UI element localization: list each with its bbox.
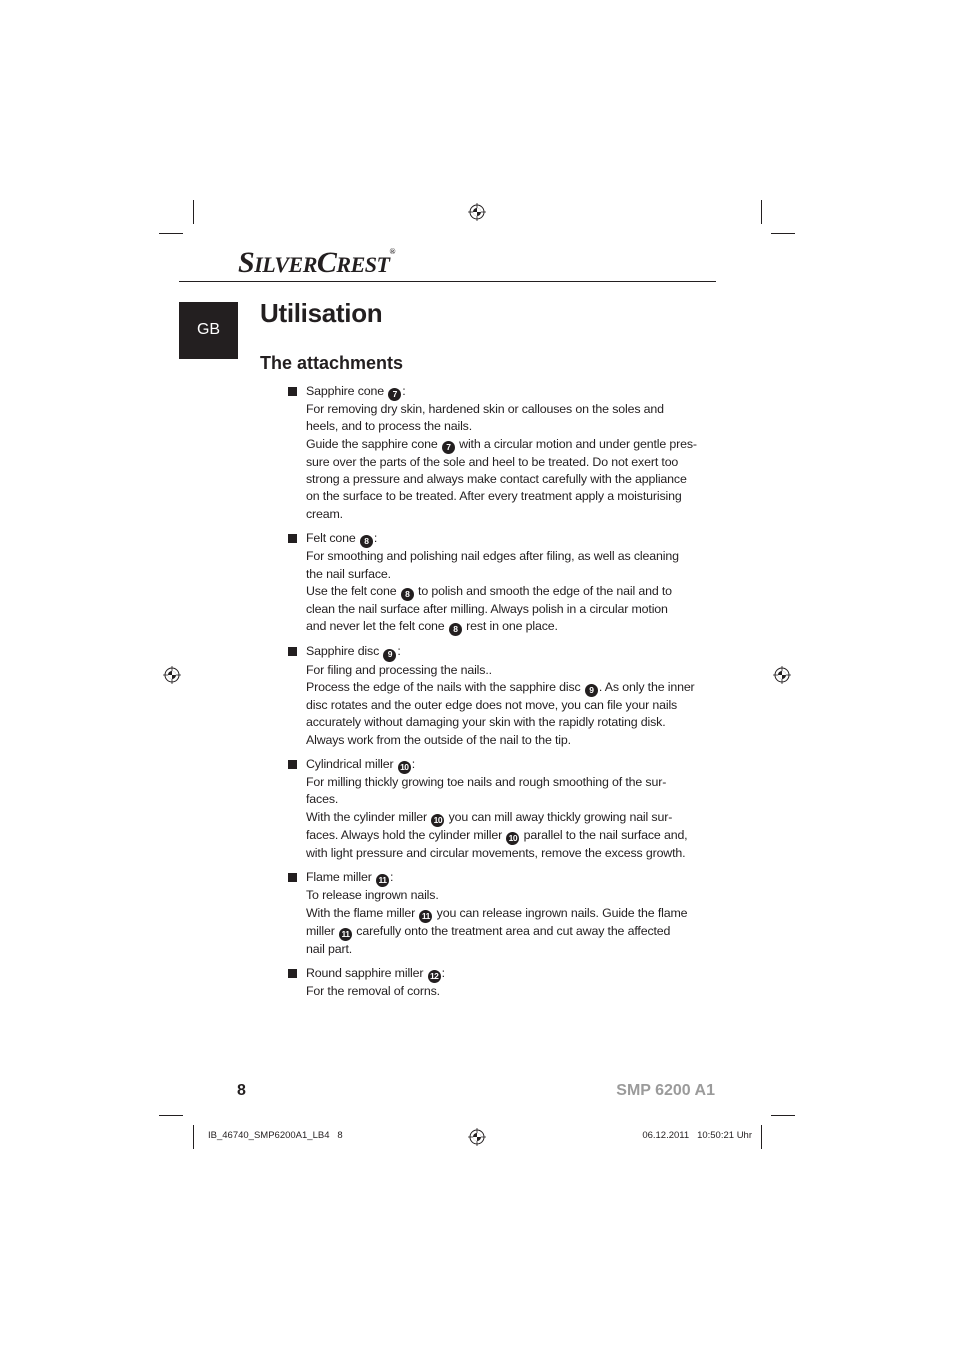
attachment-name: Flame miller 11 : xyxy=(306,869,712,887)
page-number: 8 xyxy=(237,1082,246,1099)
list-item xyxy=(287,383,712,523)
bullet-square-icon xyxy=(288,873,297,882)
crop-mark xyxy=(193,200,194,224)
page-title: Utilisation xyxy=(260,298,383,328)
attachment-name: Round sapphire miller 12 : xyxy=(306,965,712,983)
item-number-badge: 7 xyxy=(442,441,455,454)
attachment-name: Sapphire cone 7 : xyxy=(306,383,712,401)
registration-mark-icon xyxy=(468,1128,486,1146)
item-number-badge: 11 xyxy=(376,874,389,887)
bullet-square-icon xyxy=(288,969,297,978)
attachment-description-line: strong a pressure and always make contact carefully with the appliance xyxy=(306,472,687,487)
registration-mark-icon xyxy=(163,666,181,684)
crop-mark xyxy=(159,1115,183,1116)
print-slug-file: IB_46740_SMP6200A1_LB4 8 xyxy=(208,1130,343,1141)
attachment-name: Cylindrical miller 10 : xyxy=(306,756,712,774)
item-number-badge: 11 xyxy=(419,910,432,923)
model-number: SMP 6200 A1 xyxy=(616,1082,715,1099)
attachment-description-line: heels, and to process the nails. xyxy=(306,419,473,434)
attachment-name: Felt cone 8 : xyxy=(306,530,712,548)
item-number-badge: 12 xyxy=(428,970,441,983)
attachment-description-line: and never let the felt cone 8 rest in one place. xyxy=(306,618,712,636)
attachment-description-line: With the cylinder miller 10 you can mill away thickly growing nail sur- xyxy=(306,809,712,827)
bullet-square-icon xyxy=(288,387,297,396)
list-item xyxy=(287,869,712,958)
attachment-description-line: clean the nail surface after milling. Always polish in a circular motion xyxy=(306,601,668,616)
item-number-badge: 8 xyxy=(360,535,373,548)
bullet-square-icon xyxy=(288,534,297,543)
attachment-description-line: with light pressure and circular movements, remove the excess growth. xyxy=(306,845,686,860)
attachment-description-line: Guide the sapphire cone 7 with a circular motion and under gentle pres- xyxy=(306,436,712,454)
crop-mark xyxy=(761,200,762,224)
item-number-badge: 8 xyxy=(449,623,462,636)
attachment-name: Sapphire disc 9 : xyxy=(306,643,712,661)
attachment-description-line: sure over the parts of the sole and heel to be treated. Do not exert too xyxy=(306,454,679,469)
attachment-description-line: the nail surface. xyxy=(306,566,391,581)
print-slug-timestamp: 06.12.2011 10:50:21 Uhr xyxy=(642,1130,752,1141)
item-number-badge: 8 xyxy=(401,588,414,601)
attachment-description-line: Process the edge of the nails with the sapphire disc 9 . As only the inner xyxy=(306,679,712,697)
language-label: GB xyxy=(196,320,221,338)
crop-mark xyxy=(761,1125,762,1149)
bullet-square-icon xyxy=(288,760,297,769)
attachment-description-line: With the flame miller 11 you can release ingrown nails. Guide the flame xyxy=(306,905,712,923)
list-item xyxy=(287,530,712,636)
attachment-description-line: For removing dry skin, hardened skin or callouses on the soles and xyxy=(306,402,664,417)
attachment-description-line: faces. Always hold the cylinder miller 10 parallel to the nail surface and, xyxy=(306,827,712,845)
item-number-badge: 10 xyxy=(398,761,411,774)
attachment-description-line: miller 11 carefully onto the treatment area and cut away the affected xyxy=(306,923,712,941)
crop-mark xyxy=(193,1125,194,1149)
attachment-description-line: Always work from the outside of the nail to the tip. xyxy=(306,732,571,747)
list-item xyxy=(287,756,712,862)
crop-mark xyxy=(159,233,183,234)
attachment-description-line: Use the felt cone 8 to polish and smooth the edge of the nail and to xyxy=(306,583,712,601)
attachment-description-line: faces. xyxy=(306,792,339,807)
brand-logo: SILVERCREST® xyxy=(238,246,395,279)
attachment-description-line: nail part. xyxy=(306,941,353,956)
attachment-description-line: disc rotates and the outer edge does not move, you can file your nails xyxy=(306,697,678,712)
item-number-badge: 9 xyxy=(585,684,598,697)
bullet-square-icon xyxy=(288,647,297,656)
attachment-description-line: For the removal of corns. xyxy=(306,984,440,999)
attachment-description-line: For filing and processing the nails.. xyxy=(306,662,492,677)
item-number-badge: 10 xyxy=(506,832,519,845)
attachment-description-line: To release ingrown nails. xyxy=(306,888,439,903)
attachment-description-line: For smoothing and polishing nail edges after filing, as well as cleaning xyxy=(306,549,679,564)
list-item xyxy=(287,643,712,748)
section-heading: The attachments xyxy=(260,353,404,373)
registration-mark-icon xyxy=(468,203,486,221)
attachment-description-line: cream. xyxy=(306,506,343,521)
list-item xyxy=(287,965,712,1000)
item-number-badge: 7 xyxy=(388,388,401,401)
header-rule xyxy=(179,281,716,282)
language-tab xyxy=(179,302,238,359)
attachment-description-line: For milling thickly growing toe nails and rough smoothing of the sur- xyxy=(306,774,667,789)
item-number-badge: 9 xyxy=(383,649,396,662)
attachment-description-line: on the surface to be treated. After every treatment apply a moisturising xyxy=(306,489,682,504)
item-number-badge: 10 xyxy=(431,814,444,827)
crop-mark xyxy=(771,233,795,234)
attachment-description-line: accurately without damaging your skin with the rapidly rotating disk. xyxy=(306,715,666,730)
crop-mark xyxy=(771,1115,795,1116)
item-number-badge: 11 xyxy=(339,928,352,941)
registration-mark-icon xyxy=(773,666,791,684)
attachment-list xyxy=(287,383,712,1008)
